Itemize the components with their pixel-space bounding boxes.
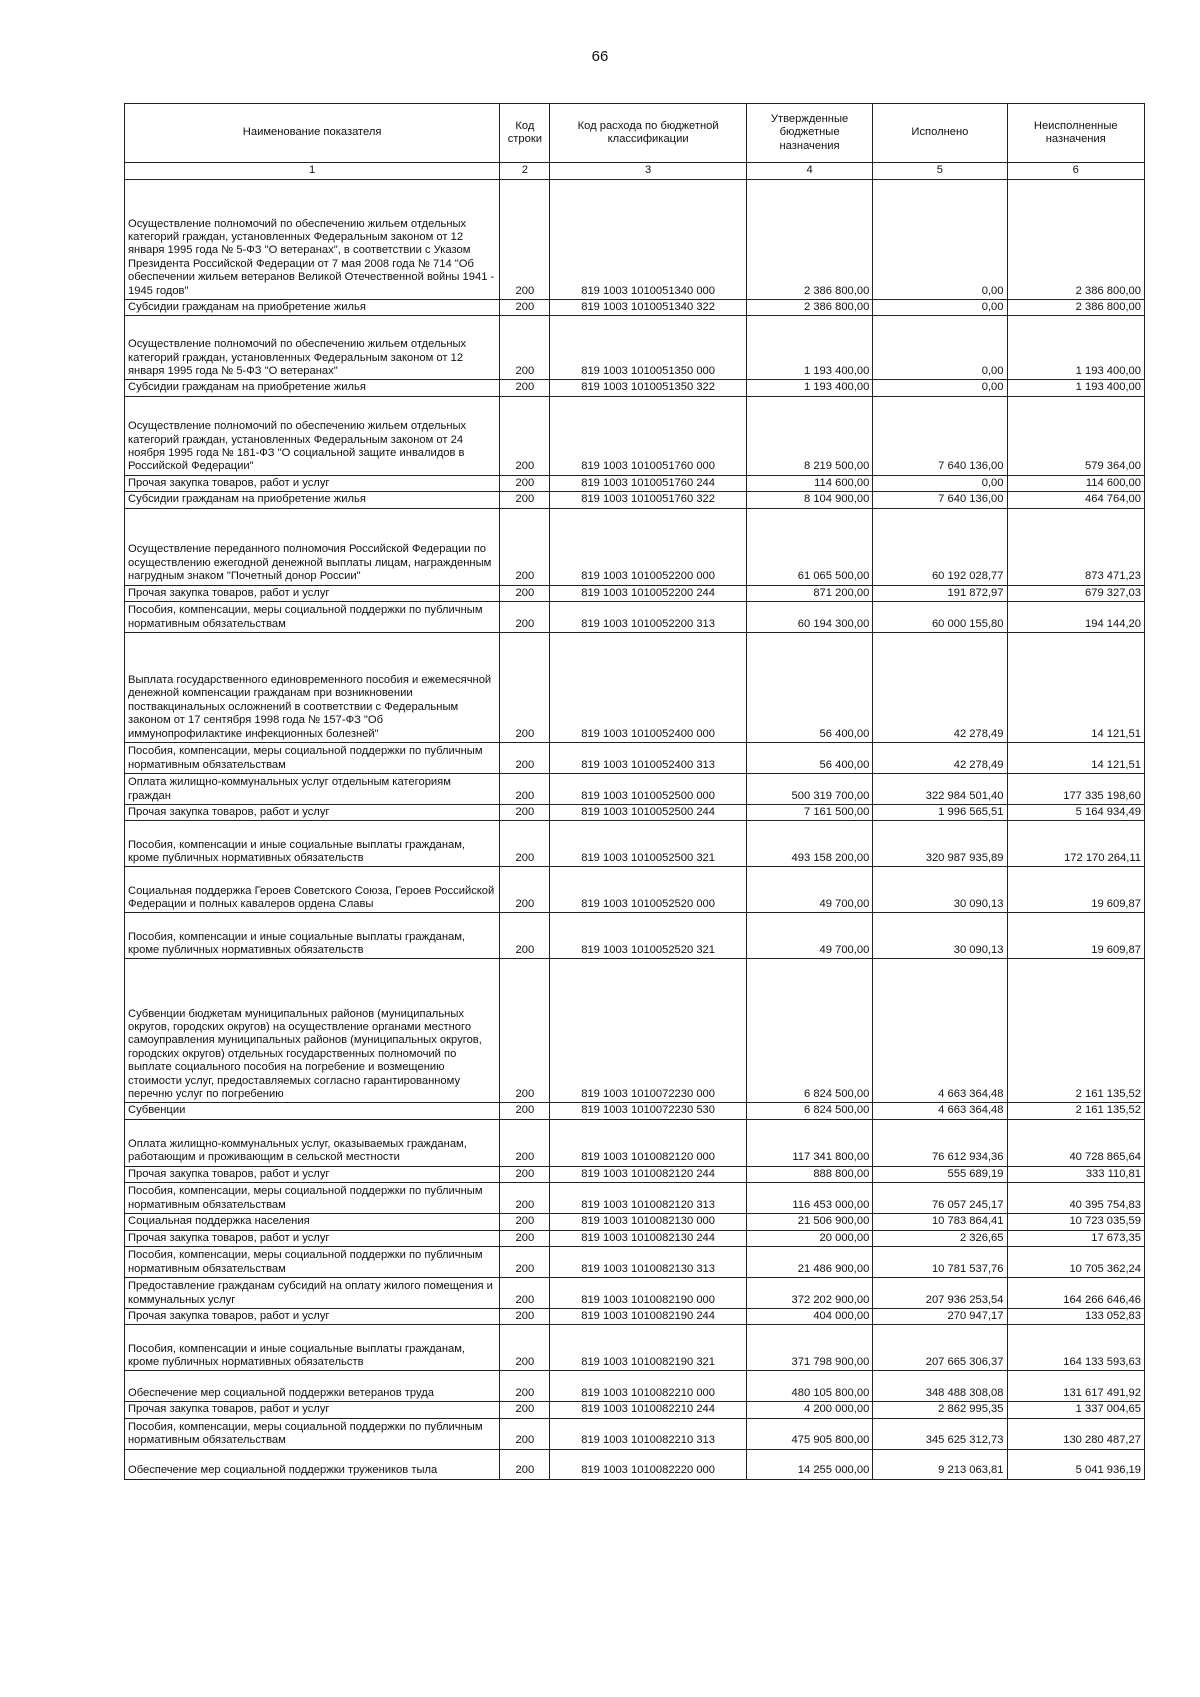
row-code: 200 xyxy=(500,1278,550,1309)
row-name: Предоставление гражданам субсидий на оплату жилого помещения и коммунальных услуг xyxy=(125,1278,500,1309)
row-unexecuted: 131 617 491,92 xyxy=(1007,1371,1145,1402)
column-number: 6 xyxy=(1007,163,1145,180)
row-executed: 60 000 155,80 xyxy=(873,602,1007,633)
row-code: 200 xyxy=(500,959,550,1103)
row-executed: 207 665 306,37 xyxy=(873,1325,1007,1371)
row-code: 200 xyxy=(500,1166,550,1182)
header-name: Наименование показателя xyxy=(125,104,500,163)
row-kbk: 819 1003 1010051350 000 xyxy=(550,316,746,380)
row-executed: 1 996 565,51 xyxy=(873,805,1007,821)
table-row xyxy=(125,959,1145,1103)
table-row xyxy=(125,774,1145,805)
row-executed: 76 612 934,36 xyxy=(873,1119,1007,1166)
table-row xyxy=(125,380,1145,396)
row-kbk: 819 1003 1010052520 321 xyxy=(550,913,746,959)
row-approved: 4 200 000,00 xyxy=(746,1402,873,1418)
row-approved: 371 798 900,00 xyxy=(746,1325,873,1371)
column-number: 1 xyxy=(125,163,500,180)
row-kbk: 819 1003 1010082120 313 xyxy=(550,1183,746,1214)
row-name: Субвенции xyxy=(125,1103,500,1119)
row-executed: 10 781 537,76 xyxy=(873,1247,1007,1278)
row-approved: 56 400,00 xyxy=(746,633,873,743)
row-kbk: 819 1003 1010082120 000 xyxy=(550,1119,746,1166)
table-row xyxy=(125,396,1145,475)
row-unexecuted: 19 609,87 xyxy=(1007,867,1145,913)
page-number: 66 xyxy=(591,48,609,65)
table-row xyxy=(125,602,1145,633)
row-name: Социальная поддержка населения xyxy=(125,1214,500,1230)
row-executed: 7 640 136,00 xyxy=(873,492,1007,508)
row-approved: 1 193 400,00 xyxy=(746,380,873,396)
row-code: 200 xyxy=(500,1230,550,1246)
row-code: 200 xyxy=(500,180,550,300)
table-row xyxy=(125,508,1145,585)
row-unexecuted: 17 673,35 xyxy=(1007,1230,1145,1246)
row-kbk: 819 1003 1010052500 321 xyxy=(550,821,746,867)
row-approved: 49 700,00 xyxy=(746,913,873,959)
row-name: Обеспечение мер социальной поддержки тружеников тыла xyxy=(125,1449,500,1479)
row-unexecuted: 1 193 400,00 xyxy=(1007,380,1145,396)
row-name: Прочая закупка товаров, работ и услуг xyxy=(125,805,500,821)
row-code: 200 xyxy=(500,1183,550,1214)
row-kbk: 819 1003 1010082190 000 xyxy=(550,1278,746,1309)
row-name: Оплата жилищно-коммунальных услуг, оказываемых гражданам, работающим и проживающим в сельской местности xyxy=(125,1119,500,1166)
row-executed: 555 689,19 xyxy=(873,1166,1007,1182)
row-approved: 493 158 200,00 xyxy=(746,821,873,867)
table-row xyxy=(125,1119,1145,1166)
row-unexecuted: 2 161 135,52 xyxy=(1007,1103,1145,1119)
row-unexecuted: 14 121,51 xyxy=(1007,633,1145,743)
row-executed: 207 936 253,54 xyxy=(873,1278,1007,1309)
row-name: Прочая закупка товаров, работ и услуг xyxy=(125,1230,500,1246)
row-code: 200 xyxy=(500,913,550,959)
header-row-code: Код строки xyxy=(500,104,550,163)
row-unexecuted: 873 471,23 xyxy=(1007,508,1145,585)
table-row xyxy=(125,1278,1145,1309)
row-name: Пособия, компенсации, меры социальной поддержки по публичным нормативным обязательствам xyxy=(125,1247,500,1278)
row-executed: 10 783 864,41 xyxy=(873,1214,1007,1230)
table-row xyxy=(125,821,1145,867)
table-row xyxy=(125,633,1145,743)
row-code: 200 xyxy=(500,1214,550,1230)
table-row xyxy=(125,300,1145,316)
row-name: Осуществление полномочий по обеспечению жильем отдельных категорий граждан, установленных Федеральным законом от 12 января 1995 года № 5-ФЗ "О ветеранах", в соответствии с Указом Президента Российской Федерации от 7 мая 2008 года № 714 "Об обеспечении жильем ветеранов Великой Отечественной войны 1941 - 1945 годов" xyxy=(125,180,500,300)
row-code: 200 xyxy=(500,633,550,743)
row-kbk: 819 1003 1010082190 321 xyxy=(550,1325,746,1371)
row-code: 200 xyxy=(500,508,550,585)
table-row xyxy=(125,743,1145,774)
row-approved: 7 161 500,00 xyxy=(746,805,873,821)
table-row xyxy=(125,1325,1145,1371)
row-code: 200 xyxy=(500,316,550,380)
budget-execution-table xyxy=(124,103,1145,1480)
row-kbk: 819 1003 1010082220 000 xyxy=(550,1449,746,1479)
table-row xyxy=(125,475,1145,491)
header-executed: Исполнено xyxy=(873,104,1007,163)
table-row xyxy=(125,1103,1145,1119)
row-code: 200 xyxy=(500,602,550,633)
row-approved: 500 319 700,00 xyxy=(746,774,873,805)
row-unexecuted: 5 041 936,19 xyxy=(1007,1449,1145,1479)
row-approved: 21 506 900,00 xyxy=(746,1214,873,1230)
row-name: Субсидии гражданам на приобретение жилья xyxy=(125,492,500,508)
row-kbk: 819 1003 1010082210 244 xyxy=(550,1402,746,1418)
row-unexecuted: 114 600,00 xyxy=(1007,475,1145,491)
row-name: Выплата государственного единовременного пособия и ежемесячной денежной компенсации гражданам при возникновении поствакцинальных осложнений в соответствии с Федеральным законом от 17 сентября 1998 года № 157-ФЗ "Об иммунопрофилактике инфекционных болезней" xyxy=(125,633,500,743)
row-unexecuted: 40 395 754,83 xyxy=(1007,1183,1145,1214)
row-code: 200 xyxy=(500,585,550,601)
row-kbk: 819 1003 1010052400 000 xyxy=(550,633,746,743)
table-row xyxy=(125,1418,1145,1449)
row-kbk: 819 1003 1010052200 000 xyxy=(550,508,746,585)
row-code: 200 xyxy=(500,1418,550,1449)
row-unexecuted: 164 266 646,46 xyxy=(1007,1278,1145,1309)
row-name: Пособия, компенсации и иные социальные выплаты гражданам, кроме публичных нормативных обязательств xyxy=(125,1325,500,1371)
row-unexecuted: 2 386 800,00 xyxy=(1007,180,1145,300)
row-code: 200 xyxy=(500,805,550,821)
row-executed: 320 987 935,89 xyxy=(873,821,1007,867)
row-executed: 2 326,65 xyxy=(873,1230,1007,1246)
row-kbk: 819 1003 1010051340 322 xyxy=(550,300,746,316)
row-name: Прочая закупка товаров, работ и услуг xyxy=(125,1309,500,1325)
row-approved: 20 000,00 xyxy=(746,1230,873,1246)
row-name: Субвенции бюджетам муниципальных районов (муниципальных округов, городских округов) на осуществление органами местного самоуправления муниципальных районов (муниципальных округов, городских округов) отдельных государственных полномочий по выплате социального пособия на погребение и возмещению стоимости услуг, предоставляемых согласно гарантированному перечню услуг по погребению xyxy=(125,959,500,1103)
row-kbk: 819 1003 1010082130 000 xyxy=(550,1214,746,1230)
row-name: Субсидии гражданам на приобретение жилья xyxy=(125,380,500,396)
row-kbk: 819 1003 1010082210 313 xyxy=(550,1418,746,1449)
row-code: 200 xyxy=(500,1371,550,1402)
row-executed: 76 057 245,17 xyxy=(873,1183,1007,1214)
row-approved: 2 386 800,00 xyxy=(746,180,873,300)
row-unexecuted: 14 121,51 xyxy=(1007,743,1145,774)
row-approved: 6 824 500,00 xyxy=(746,1103,873,1119)
row-unexecuted: 679 327,03 xyxy=(1007,585,1145,601)
row-name: Прочая закупка товаров, работ и услуг xyxy=(125,1166,500,1182)
row-kbk: 819 1003 1010082130 244 xyxy=(550,1230,746,1246)
row-unexecuted: 133 052,83 xyxy=(1007,1309,1145,1325)
row-executed: 348 488 308,08 xyxy=(873,1371,1007,1402)
row-name: Прочая закупка товаров, работ и услуг xyxy=(125,475,500,491)
row-name: Осуществление переданного полномочия Российской Федерации по осуществлению ежегодной денежной выплаты лицам, награжденным нагрудным знаком "Почетный донор России" xyxy=(125,508,500,585)
row-code: 200 xyxy=(500,1247,550,1278)
column-number-row xyxy=(125,163,1145,180)
row-kbk: 819 1003 1010051760 000 xyxy=(550,396,746,475)
row-name: Обеспечение мер социальной поддержки ветеранов труда xyxy=(125,1371,500,1402)
row-approved: 61 065 500,00 xyxy=(746,508,873,585)
row-executed: 30 090,13 xyxy=(873,867,1007,913)
row-code: 200 xyxy=(500,774,550,805)
row-approved: 2 386 800,00 xyxy=(746,300,873,316)
table-row xyxy=(125,316,1145,380)
row-approved: 114 600,00 xyxy=(746,475,873,491)
table-row xyxy=(125,1247,1145,1278)
row-unexecuted: 1 193 400,00 xyxy=(1007,316,1145,380)
row-unexecuted: 40 728 865,64 xyxy=(1007,1119,1145,1166)
row-approved: 871 200,00 xyxy=(746,585,873,601)
row-executed: 7 640 136,00 xyxy=(873,396,1007,475)
row-executed: 270 947,17 xyxy=(873,1309,1007,1325)
row-unexecuted: 1 337 004,65 xyxy=(1007,1402,1145,1418)
header-row xyxy=(125,104,1145,163)
header-unexecuted: Неисполненные назначения xyxy=(1007,104,1145,163)
table-row xyxy=(125,180,1145,300)
row-unexecuted: 130 280 487,27 xyxy=(1007,1418,1145,1449)
table-row xyxy=(125,805,1145,821)
row-executed: 0,00 xyxy=(873,380,1007,396)
row-executed: 0,00 xyxy=(873,475,1007,491)
row-kbk: 819 1003 1010082210 000 xyxy=(550,1371,746,1402)
row-approved: 475 905 800,00 xyxy=(746,1418,873,1449)
header-kbk: Код расхода по бюджетной классификации xyxy=(550,104,746,163)
row-approved: 49 700,00 xyxy=(746,867,873,913)
table-row xyxy=(125,1230,1145,1246)
row-approved: 1 193 400,00 xyxy=(746,316,873,380)
row-approved: 480 105 800,00 xyxy=(746,1371,873,1402)
row-kbk: 819 1003 1010051760 244 xyxy=(550,475,746,491)
table-row xyxy=(125,1183,1145,1214)
row-unexecuted: 194 144,20 xyxy=(1007,602,1145,633)
row-name: Пособия, компенсации, меры социальной поддержки по публичным нормативным обязательствам xyxy=(125,602,500,633)
row-approved: 14 255 000,00 xyxy=(746,1449,873,1479)
table-row xyxy=(125,585,1145,601)
row-approved: 8 219 500,00 xyxy=(746,396,873,475)
row-kbk: 819 1003 1010052200 244 xyxy=(550,585,746,601)
row-executed: 42 278,49 xyxy=(873,743,1007,774)
table-row xyxy=(125,913,1145,959)
row-kbk: 819 1003 1010052520 000 xyxy=(550,867,746,913)
row-code: 200 xyxy=(500,475,550,491)
row-code: 200 xyxy=(500,492,550,508)
row-unexecuted: 333 110,81 xyxy=(1007,1166,1145,1182)
row-code: 200 xyxy=(500,1119,550,1166)
row-approved: 6 824 500,00 xyxy=(746,959,873,1103)
row-executed: 322 984 501,40 xyxy=(873,774,1007,805)
row-kbk: 819 1003 1010082120 244 xyxy=(550,1166,746,1182)
row-approved: 372 202 900,00 xyxy=(746,1278,873,1309)
row-name: Прочая закупка товаров, работ и услуг xyxy=(125,585,500,601)
row-executed: 9 213 063,81 xyxy=(873,1449,1007,1479)
row-executed: 0,00 xyxy=(873,300,1007,316)
row-approved: 56 400,00 xyxy=(746,743,873,774)
row-kbk: 819 1003 1010072230 000 xyxy=(550,959,746,1103)
table-row xyxy=(125,492,1145,508)
row-kbk: 819 1003 1010051760 322 xyxy=(550,492,746,508)
row-executed: 2 862 995,35 xyxy=(873,1402,1007,1418)
row-name: Социальная поддержка Героев Советского Союза, Героев Российской Федерации и полных кавалеров ордена Славы xyxy=(125,867,500,913)
table-row xyxy=(125,1449,1145,1479)
row-code: 200 xyxy=(500,380,550,396)
column-number: 3 xyxy=(550,163,746,180)
column-number: 5 xyxy=(873,163,1007,180)
row-executed: 191 872,97 xyxy=(873,585,1007,601)
column-number: 4 xyxy=(746,163,873,180)
row-kbk: 819 1003 1010082190 244 xyxy=(550,1309,746,1325)
row-name: Пособия, компенсации, меры социальной поддержки по публичным нормативным обязательствам xyxy=(125,743,500,774)
row-approved: 117 341 800,00 xyxy=(746,1119,873,1166)
row-name: Субсидии гражданам на приобретение жилья xyxy=(125,300,500,316)
row-executed: 4 663 364,48 xyxy=(873,959,1007,1103)
row-approved: 21 486 900,00 xyxy=(746,1247,873,1278)
table-row xyxy=(125,1309,1145,1325)
row-unexecuted: 5 164 934,49 xyxy=(1007,805,1145,821)
row-name: Оплата жилищно-коммунальных услуг отдельным категориям граждан xyxy=(125,774,500,805)
row-unexecuted: 172 170 264,11 xyxy=(1007,821,1145,867)
row-executed: 0,00 xyxy=(873,180,1007,300)
row-kbk: 819 1003 1010052500 244 xyxy=(550,805,746,821)
row-name: Пособия, компенсации, меры социальной поддержки по публичным нормативным обязательствам xyxy=(125,1183,500,1214)
row-code: 200 xyxy=(500,867,550,913)
row-executed: 0,00 xyxy=(873,316,1007,380)
table-row xyxy=(125,1166,1145,1182)
row-code: 200 xyxy=(500,396,550,475)
row-approved: 8 104 900,00 xyxy=(746,492,873,508)
row-executed: 42 278,49 xyxy=(873,633,1007,743)
row-kbk: 819 1003 1010052400 313 xyxy=(550,743,746,774)
row-code: 200 xyxy=(500,1309,550,1325)
row-executed: 345 625 312,73 xyxy=(873,1418,1007,1449)
table-row xyxy=(125,867,1145,913)
table-row xyxy=(125,1371,1145,1402)
row-unexecuted: 10 705 362,24 xyxy=(1007,1247,1145,1278)
table-row xyxy=(125,1214,1145,1230)
row-code: 200 xyxy=(500,743,550,774)
row-approved: 404 000,00 xyxy=(746,1309,873,1325)
row-code: 200 xyxy=(500,821,550,867)
row-name: Пособия, компенсации и иные социальные выплаты гражданам, кроме публичных нормативных обязательств xyxy=(125,821,500,867)
row-kbk: 819 1003 1010072230 530 xyxy=(550,1103,746,1119)
row-name: Осуществление полномочий по обеспечению жильем отдельных категорий граждан, установленных Федеральным законом от 24 ноября 1995 года № 181-ФЗ "О социальной защите инвалидов в Российской Федерации" xyxy=(125,396,500,475)
row-kbk: 819 1003 1010051340 000 xyxy=(550,180,746,300)
row-kbk: 819 1003 1010052500 000 xyxy=(550,774,746,805)
row-name: Прочая закупка товаров, работ и услуг xyxy=(125,1402,500,1418)
column-number: 2 xyxy=(500,163,550,180)
row-code: 200 xyxy=(500,1402,550,1418)
row-approved: 888 800,00 xyxy=(746,1166,873,1182)
row-unexecuted: 164 133 593,63 xyxy=(1007,1325,1145,1371)
row-code: 200 xyxy=(500,300,550,316)
table-row xyxy=(125,1402,1145,1418)
row-name: Осуществление полномочий по обеспечению жильем отдельных категорий граждан, установленных Федеральным законом от 12 января 1995 года № 5-ФЗ "О ветеранах" xyxy=(125,316,500,380)
header-approved: Утвержденные бюджетные назначения xyxy=(746,104,873,163)
row-approved: 60 194 300,00 xyxy=(746,602,873,633)
row-unexecuted: 2 161 135,52 xyxy=(1007,959,1145,1103)
row-executed: 30 090,13 xyxy=(873,913,1007,959)
row-unexecuted: 579 364,00 xyxy=(1007,396,1145,475)
table-body xyxy=(125,180,1145,1480)
row-executed: 60 192 028,77 xyxy=(873,508,1007,585)
row-kbk: 819 1003 1010052200 313 xyxy=(550,602,746,633)
row-unexecuted: 464 764,00 xyxy=(1007,492,1145,508)
row-code: 200 xyxy=(500,1103,550,1119)
row-name: Пособия, компенсации, меры социальной поддержки по публичным нормативным обязательствам xyxy=(125,1418,500,1449)
row-unexecuted: 177 335 198,60 xyxy=(1007,774,1145,805)
row-executed: 4 663 364,48 xyxy=(873,1103,1007,1119)
row-approved: 116 453 000,00 xyxy=(746,1183,873,1214)
row-kbk: 819 1003 1010082130 313 xyxy=(550,1247,746,1278)
row-kbk: 819 1003 1010051350 322 xyxy=(550,380,746,396)
row-code: 200 xyxy=(500,1449,550,1479)
row-code: 200 xyxy=(500,1325,550,1371)
row-unexecuted: 10 723 035,59 xyxy=(1007,1214,1145,1230)
row-name: Пособия, компенсации и иные социальные выплаты гражданам, кроме публичных нормативных обязательств xyxy=(125,913,500,959)
row-unexecuted: 2 386 800,00 xyxy=(1007,300,1145,316)
row-unexecuted: 19 609,87 xyxy=(1007,913,1145,959)
